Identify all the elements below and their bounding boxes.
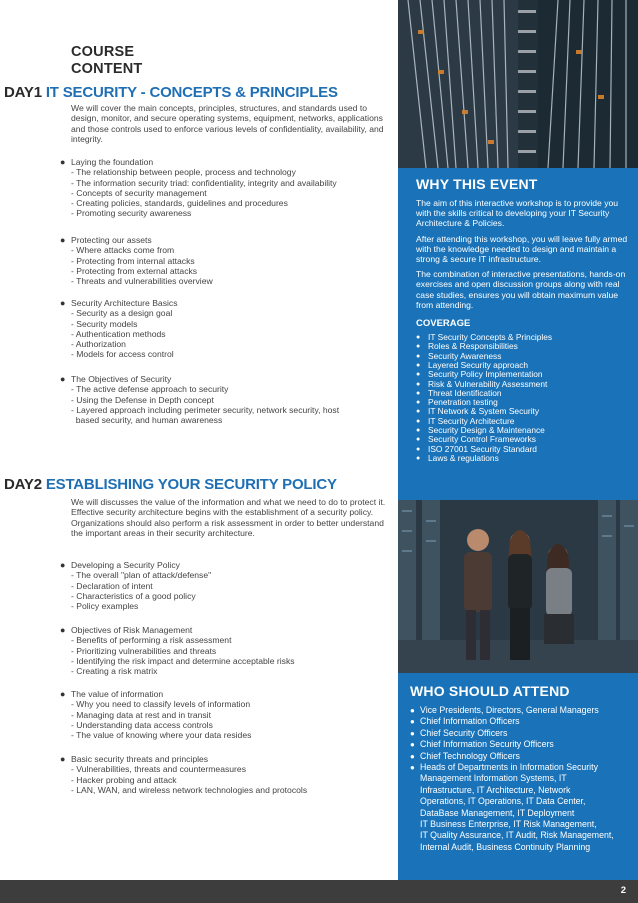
coverage-item: ● Laws & regulations: [416, 452, 499, 463]
day1-topic: [60, 298, 385, 360]
bullet-icon: ●: [416, 399, 421, 407]
coverage-list: [416, 333, 628, 463]
bullet-icon: ●: [416, 352, 421, 360]
day1-topic: [60, 157, 385, 219]
topic-point: - Why you need to classify levels of information: [71, 699, 251, 710]
bullet-icon: ●: [416, 427, 421, 434]
day2-topic: [60, 689, 385, 740]
topic-title: Security Architecture Basics: [71, 298, 178, 308]
bullet-icon: ●: [60, 689, 66, 699]
bullet-icon: ●: [60, 374, 66, 384]
topic-point: - Layered approach including perimeter security, network security, host: [71, 404, 340, 415]
topic-point: - Where attacks come from: [71, 245, 175, 256]
attend-item: ● Heads of Departments in Information Security Management Information Systems, IT Infrastructure, IT Architecture, Network Operations, IT Operations, IT Data Center, DataBase Management, IT Deployment IT Business Enterprise, IT Risk Management, IT Quality Assurance, IT Audit, Risk Management, Internal Audit, Business Continuity Planning: [410, 762, 614, 852]
day1-heading: [4, 84, 338, 101]
day2-heading: [4, 476, 337, 493]
topic-title: Protecting our assets: [71, 235, 152, 245]
bullet-icon: ●: [410, 751, 415, 761]
bullet-icon: ●: [410, 706, 415, 715]
coverage-item: ● Risk & Vulnerability Assessment: [416, 378, 548, 389]
bullet-icon: ●: [416, 361, 421, 369]
bullet-icon: ●: [410, 728, 415, 738]
bullet-icon: ●: [416, 436, 421, 444]
sidebar-column: [398, 0, 638, 880]
page-footer: [0, 880, 638, 903]
day1-topic: [60, 235, 385, 286]
bullet-icon: ●: [416, 371, 421, 379]
bullet-icon: ●: [60, 235, 66, 245]
day1-number: DAY1: [4, 84, 42, 101]
day1-title: IT SECURITY - CONCEPTS & PRINCIPLES: [45, 84, 338, 101]
bullet-icon: ●: [416, 445, 421, 453]
day2-topic: [60, 560, 385, 611]
coverage-item: ● Roles & Responsibilities: [416, 341, 518, 352]
who-should-attend-panel: [398, 673, 638, 880]
coverage-item: ● Security Control Frameworks: [416, 434, 536, 445]
bullet-icon: ●: [60, 298, 66, 308]
bullet-icon: ●: [60, 157, 66, 167]
day2-title: ESTABLISHING YOUR SECURITY POLICY: [45, 476, 337, 493]
bullet-icon: ●: [416, 417, 421, 425]
topic-point: - The overall "plan of attack/defense": [71, 570, 212, 581]
topic-point: - Benefits of performing a risk assessment: [71, 635, 232, 646]
server-cables-image-icon: [398, 0, 638, 168]
topic-point: - Using the Defense in Depth concept: [71, 394, 214, 405]
day2-intro: We will discusses the value of the information and what we need to do to protect it. Effective security architecture begins with the establishment of a security policy. Organizations should also perform a risk assessment in order to better understand the important areas in their security architecture.: [71, 497, 386, 538]
topic-point: - Protecting from internal attacks: [71, 255, 195, 266]
coverage-item: ● Security Awareness: [416, 350, 502, 361]
topic-point: - Concepts of security management: [71, 187, 207, 198]
topic-point: - The information security triad: confidentiality, integrity and availability: [71, 177, 337, 188]
coverage-item: ● Security Policy Implementation: [416, 369, 543, 380]
coverage-item: ● Security Design & Maintenance: [416, 425, 545, 435]
bullet-icon: ●: [60, 560, 66, 570]
attend-item: ● Vice Presidents, Directors, General Managers: [410, 705, 599, 715]
topic-point: - Promoting security awareness: [71, 208, 192, 219]
topic-point: - Threats and vulnerabilities overview: [71, 276, 213, 287]
bullet-icon: ●: [416, 343, 421, 351]
bullet-icon: ●: [410, 740, 415, 750]
topic-title: The Objectives of Security: [71, 374, 172, 384]
day2-topic: [60, 754, 385, 795]
coverage-item: ● IT Security Architecture: [416, 415, 515, 426]
why-title: WHY THIS EVENT: [416, 176, 538, 192]
attend-title: WHO SHOULD ATTEND: [410, 683, 570, 699]
server-cables-photo: [398, 0, 638, 168]
topic-point: - Models for access control: [71, 349, 174, 360]
why-paragraph: The aim of this interactive workshop is to provide you with the skills critical to developing your IT Security Architecture & Policies.: [416, 198, 619, 229]
topic-point: based security, and human awareness: [71, 415, 223, 426]
attend-item: ● Chief Information Security Officers: [410, 739, 554, 750]
day1-topic: [60, 374, 385, 425]
bullet-icon: ●: [416, 380, 421, 388]
topic-point: - Policy examples: [71, 601, 139, 612]
bullet-icon: ●: [416, 408, 421, 416]
day2-topic: [60, 625, 385, 676]
topic-point: - LAN, WAN, and wireless network technologies and protocols: [71, 784, 308, 795]
topic-title: Objectives of Risk Management: [71, 625, 193, 635]
course-content-title: COURSE CONTENT: [71, 44, 143, 77]
topic-point: - Characteristics of a good policy: [71, 590, 196, 601]
topic-title: Developing a Security Policy: [71, 560, 180, 570]
team-photo: [398, 500, 638, 673]
topic-point: - Prioritizing vulnerabilities and threats: [71, 645, 217, 656]
attend-list: [410, 705, 632, 853]
topic-title: The value of information: [71, 689, 164, 699]
topic-point: - Security models: [71, 318, 138, 329]
topic-point: - The relationship between people, process and technology: [71, 167, 296, 178]
topic-point: - Protecting from external attacks: [71, 265, 198, 276]
bullet-icon: ●: [60, 625, 66, 635]
topic-point: - Authorization: [71, 339, 126, 350]
attend-item: ● Chief Technology Officers: [410, 750, 520, 761]
topic-point: - Authentication methods: [71, 328, 166, 339]
day1-intro: We will cover the main concepts, principles, structures, and standards used to design, monitor, and secure operating systems, equipment, networks, applications and those controls used to enforce various levels of confidentiality, availability, and integrity.: [71, 103, 384, 144]
topic-point: - The value of knowing where your data resides: [71, 730, 252, 741]
coverage-item: ● Threat Identification: [416, 387, 502, 398]
topic-title: Basic security threats and principles: [71, 754, 209, 764]
page-number: 2: [620, 885, 626, 896]
topic-point: - Vulnerabilities, threats and countermeasures: [71, 764, 246, 775]
coverage-item: ● ISO 27001 Security Standard: [416, 443, 537, 454]
bullet-icon: ●: [416, 334, 421, 342]
bullet-icon: ●: [410, 763, 415, 773]
topic-point: - Understanding data access controls: [71, 719, 213, 730]
topic-point: - The active defense approach to security: [71, 384, 229, 395]
why-this-event-panel: [398, 168, 638, 500]
topic-point: - Creating policies, standards, guidelines and procedures: [71, 198, 288, 209]
bullet-icon: ●: [416, 389, 421, 397]
topic-point: - Hacker probing and attack: [71, 774, 177, 785]
coverage-title: COVERAGE: [416, 318, 471, 330]
coverage-item: ● IT Network & System Security: [416, 406, 540, 417]
why-paragraph: After attending this workshop, you will leave fully armed with the knowledge needed to design and maintain a strong & secure IT infrastructure.: [416, 233, 628, 265]
topic-point: - Creating a risk matrix: [71, 666, 158, 677]
topic-point: - Identifying the risk impact and determine acceptable risks: [71, 655, 295, 666]
bullet-icon: ●: [410, 717, 415, 727]
coverage-item: ● Penetration testing: [416, 397, 498, 408]
coverage-item: ● IT Security Concepts & Principles: [416, 332, 553, 343]
attend-item: ● Chief Security Officers: [410, 727, 508, 738]
bullet-icon: ●: [60, 754, 66, 764]
attend-item: ● Chief Information Officers: [410, 716, 520, 727]
bullet-icon: ●: [416, 454, 421, 462]
team-image-icon: [398, 500, 638, 673]
topic-title: Laying the foundation: [71, 157, 154, 167]
coverage-item: ● Layered Security approach: [416, 359, 529, 370]
day2-number: DAY2: [4, 476, 42, 493]
why-paragraph: The combination of interactive presentations, hands-on exercises and open discussion groups along with real case studies, ensures you will obtain maximum value from attending.: [416, 269, 626, 310]
topic-point: - Declaration of intent: [71, 580, 153, 591]
topic-point: - Security as a design goal: [71, 308, 173, 319]
topic-point: - Managing data at rest and in transit: [71, 709, 211, 720]
